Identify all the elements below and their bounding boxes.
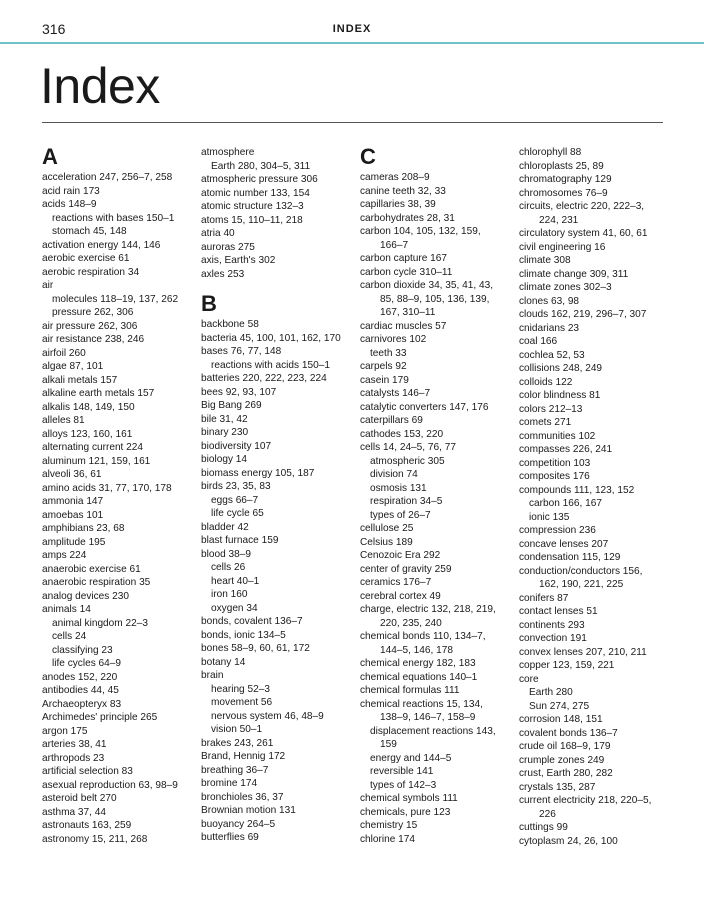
index-entry: copper 123, 159, 221 — [519, 660, 615, 671]
index-entry: carbon 104, 105, 132, 159, — [360, 226, 481, 237]
index-entry: chromatography 129 — [519, 174, 612, 185]
index-entry: chemical energy 182, 183 — [360, 658, 476, 669]
index-entry: conifers 87 — [519, 592, 569, 604]
index-subentry: Earth 280, 304–5, 311 — [211, 160, 311, 172]
index-entry: core — [519, 673, 539, 685]
index-subentry: molecules 118–19, 137, 262 — [52, 293, 179, 305]
index-entry: communities 102 — [519, 430, 596, 442]
index-entry: collisions 248, 249 — [519, 363, 603, 374]
index-entry-continuation: 224, 231 — [539, 214, 579, 226]
index-entry: butterflies 69 — [201, 832, 259, 843]
index-entry: chemistry 15 — [360, 820, 418, 831]
index-entry: circuits, electric 220, 222–3, — [519, 201, 645, 212]
page-title: Index — [40, 58, 160, 114]
index-entry: astronomy 15, 211, 268 — [42, 833, 148, 845]
index-column-1 — [42, 146, 202, 846]
index-entry: conduction/conductors 156, — [519, 565, 643, 577]
letter-heading: B — [201, 291, 217, 316]
index-entry: asexual reproduction 63, 98–9 — [42, 779, 178, 791]
index-entry-continuation: 138–9, 146–7, 158–9 — [380, 712, 476, 723]
index-entry: cells 14, 24–5, 76, 77 — [360, 442, 456, 453]
index-entry: activation energy 144, 146 — [42, 239, 161, 251]
index-entry: animals 14 — [42, 604, 91, 615]
index-entry-continuation: 144–5, 146, 178 — [380, 644, 453, 656]
index-entry-continuation: 85, 88–9, 105, 136, 139, — [380, 293, 490, 305]
index-entry: clouds 162, 219, 296–7, 307 — [519, 309, 647, 320]
index-subentry: classifying 23 — [52, 644, 113, 656]
letter-heading: C — [360, 144, 376, 169]
index-entry: corrosion 148, 151 — [519, 714, 603, 725]
index-entry: biodiversity 107 — [201, 440, 272, 452]
index-entry: center of gravity 259 — [360, 563, 452, 575]
index-entry: alkali metals 157 — [42, 374, 118, 386]
index-entry: current electricity 218, 220–5, — [519, 795, 652, 806]
index-entry: alternating current 224 — [42, 442, 144, 453]
index-entry: chlorine 174 — [360, 833, 415, 845]
index-subentry: energy and 144–5 — [370, 752, 452, 764]
index-entry: chlorophyll 88 — [519, 147, 582, 158]
index-entry: ceramics 176–7 — [360, 577, 432, 588]
index-entry: continents 293 — [519, 619, 585, 631]
index-entry: bonds, ionic 134–5 — [201, 629, 286, 641]
title-rule — [42, 122, 663, 123]
index-entry: chemicals, pure 123 — [360, 806, 451, 818]
index-entry: atoms 15, 110–11, 218 — [201, 214, 303, 226]
index-entry: bacteria 45, 100, 101, 162, 170 — [201, 332, 341, 344]
index-entry: airfoil 260 — [42, 347, 86, 359]
index-entry: condensation 115, 129 — [519, 552, 621, 563]
index-subentry: animal kingdom 22–3 — [52, 617, 148, 629]
index-entry: cuttings 99 — [519, 822, 568, 833]
index-entry: chemical equations 140–1 — [360, 671, 478, 683]
index-subentry: life cycles 64–9 — [52, 658, 122, 669]
index-subentry: reactions with bases 150–1 — [52, 212, 175, 224]
index-entry: cerebral cortex 49 — [360, 590, 441, 602]
index-entry: amplitude 195 — [42, 536, 106, 548]
index-entry: comets 271 — [519, 417, 572, 428]
header-rule — [0, 42, 704, 44]
index-column-4 — [519, 146, 679, 848]
index-entry: Brand, Hennig 172 — [201, 751, 286, 762]
index-entry: atmosphere — [201, 147, 255, 158]
index-entry: bronchioles 36, 37 — [201, 791, 284, 803]
index-subentry: cells 26 — [211, 562, 246, 573]
index-entry: civil engineering 16 — [519, 241, 606, 253]
index-entry: Archaeopteryx 83 — [42, 698, 122, 710]
index-entry: bladder 42 — [201, 521, 249, 533]
index-entry: analog devices 230 — [42, 590, 129, 602]
index-entry: color blindness 81 — [519, 390, 601, 401]
index-entry: canine teeth 32, 33 — [360, 185, 446, 197]
index-entry: covalent bonds 136–7 — [519, 727, 618, 739]
index-subentry: types of 142–3 — [370, 779, 437, 791]
index-entry: catalytic converters 147, 176 — [360, 401, 489, 413]
index-entry-continuation: 162, 190, 221, 225 — [539, 579, 624, 590]
index-entry: bonds, covalent 136–7 — [201, 616, 303, 627]
index-entry: compression 236 — [519, 525, 596, 536]
index-entry: chemical symbols 111 — [360, 793, 458, 804]
index-entry: botany 14 — [201, 656, 246, 668]
index-entry: colloids 122 — [519, 376, 573, 388]
index-column-3 — [360, 146, 520, 846]
index-entry: aluminum 121, 159, 161 — [42, 455, 151, 467]
index-entry: cellulose 25 — [360, 523, 414, 534]
index-entry: atria 40 — [201, 228, 235, 239]
index-entry: atomic number 133, 154 — [201, 187, 310, 199]
index-subentry: life cycle 65 — [211, 508, 264, 519]
index-entry: caterpillars 69 — [360, 415, 423, 426]
index-entry: capillaries 38, 39 — [360, 199, 436, 210]
index-entry: amps 224 — [42, 550, 87, 561]
index-entry: carpels 92 — [360, 361, 407, 372]
index-subentry: atmospheric 305 — [370, 455, 445, 467]
letter-heading: A — [42, 144, 58, 169]
index-subentry: division 74 — [370, 469, 418, 480]
index-entry: bromine 174 — [201, 778, 258, 789]
running-head: INDEX — [332, 23, 372, 35]
index-subentry: reversible 141 — [370, 766, 434, 777]
index-entry: anaerobic respiration 35 — [42, 577, 151, 588]
index-entry: compasses 226, 241 — [519, 444, 613, 455]
index-entry: carnivores 102 — [360, 334, 427, 345]
index-entry: bases 76, 77, 148 — [201, 346, 282, 357]
index-entry: brakes 243, 261 — [201, 737, 274, 749]
index-subentry: respiration 34–5 — [370, 496, 443, 507]
index-entry: acceleration 247, 256–7, 258 — [42, 172, 173, 183]
index-entry: arteries 38, 41 — [42, 739, 107, 750]
index-entry: coal 166 — [519, 336, 558, 347]
index-entry: cathodes 153, 220 — [360, 428, 444, 440]
index-subentry: ionic 135 — [529, 511, 570, 523]
index-entry: convection 191 — [519, 633, 587, 644]
index-entry: biology 14 — [201, 454, 248, 465]
index-entry: brain — [201, 670, 224, 681]
index-subentry: osmosis 131 — [370, 482, 427, 494]
index-entry: colors 212–13 — [519, 403, 583, 415]
index-entry: cameras 208–9 — [360, 172, 430, 183]
index-entry: chemical reactions 15, 134, — [360, 698, 483, 710]
index-entry-continuation: 159 — [380, 739, 397, 750]
index-entry: blood 38–9 — [201, 548, 251, 560]
index-entry: compounds 111, 123, 152 — [519, 484, 635, 496]
index-entry: bile 31, 42 — [201, 413, 248, 425]
index-entry: alkalis 148, 149, 150 — [42, 401, 135, 413]
index-entry: axles 253 — [201, 268, 245, 280]
index-column-2 — [201, 146, 361, 845]
index-entry: alveoli 36, 61 — [42, 469, 102, 480]
index-entry: acids 148–9 — [42, 199, 97, 210]
index-subentry: reactions with acids 150–1 — [211, 359, 330, 371]
index-entry: cardiac muscles 57 — [360, 320, 447, 332]
index-entry: crystals 135, 287 — [519, 781, 596, 793]
index-subentry: iron 160 — [211, 589, 248, 600]
index-entry: blast furnace 159 — [201, 535, 279, 546]
index-entry: auroras 275 — [201, 241, 255, 253]
index-entry: cnidarians 23 — [519, 322, 580, 334]
index-subentry: vision 50–1 — [211, 724, 263, 735]
index-entry: crude oil 168–9, 179 — [519, 741, 611, 752]
index-entry: circulatory system 41, 60, 61 — [519, 228, 648, 239]
index-entry: cytoplasm 24, 26, 100 — [519, 835, 618, 847]
index-entry: amphibians 23, 68 — [42, 523, 125, 534]
index-entry: aerobic exercise 61 — [42, 253, 130, 264]
index-entry: concave lenses 207 — [519, 538, 609, 550]
index-entry: argon 175 — [42, 725, 88, 737]
index-entry-continuation: 166–7 — [380, 239, 409, 251]
index-entry: antibodies 44, 45 — [42, 685, 119, 696]
index-entry: aerobic respiration 34 — [42, 266, 140, 278]
index-subentry: movement 56 — [211, 697, 273, 708]
index-entry: atmospheric pressure 306 — [201, 174, 318, 185]
index-entry: buoyancy 264–5 — [201, 818, 276, 830]
index-subentry: carbon 166, 167 — [529, 498, 602, 509]
index-entry: convex lenses 207, 210, 211 — [519, 646, 647, 658]
index-entry: alkaline earth metals 157 — [42, 388, 155, 399]
index-subentry: nervous system 46, 48–9 — [211, 710, 324, 722]
index-entry: climate 308 — [519, 255, 571, 266]
index-entry: birds 23, 35, 83 — [201, 481, 271, 492]
index-entry: backbone 58 — [201, 319, 259, 330]
index-entry: chemical bonds 110, 134–7, — [360, 631, 486, 642]
index-entry: chemical formulas 111 — [360, 685, 460, 696]
index-entry: breathing 36–7 — [201, 764, 269, 776]
index-entry: amino acids 31, 77, 170, 178 — [42, 482, 172, 494]
index-entry: acid rain 173 — [42, 185, 100, 197]
index-subentry: stomach 45, 148 — [52, 226, 127, 237]
index-entry: casein 179 — [360, 374, 409, 386]
index-entry: air resistance 238, 246 — [42, 334, 145, 345]
index-entry: Brownian motion 131 — [201, 805, 296, 816]
index-subentry: heart 40–1 — [211, 575, 260, 587]
index-entry: chromosomes 76–9 — [519, 187, 608, 199]
index-entry: carbon cycle 310–11 — [360, 266, 453, 278]
index-entry: alleles 81 — [42, 415, 85, 426]
index-entry: contact lenses 51 — [519, 606, 598, 617]
index-entry: composites 176 — [519, 471, 590, 482]
index-entry: anaerobic exercise 61 — [42, 563, 141, 575]
index-entry: arthropods 23 — [42, 752, 105, 764]
page-number: 316 — [42, 21, 66, 37]
index-entry: Big Bang 269 — [201, 400, 262, 411]
index-entry: competition 103 — [519, 457, 591, 469]
index-entry-continuation: 226 — [539, 808, 556, 820]
index-entry: Celsius 189 — [360, 536, 413, 548]
index-entry: axis, Earth's 302 — [201, 255, 276, 266]
index-entry-continuation: 167, 310–11 — [380, 307, 436, 318]
index-entry: artificial selection 83 — [42, 766, 133, 777]
index-entry: carbohydrates 28, 31 — [360, 212, 455, 224]
index-entry: carbon capture 167 — [360, 253, 447, 264]
index-entry: anodes 152, 220 — [42, 671, 118, 683]
index-subentry: types of 26–7 — [370, 509, 431, 521]
index-entry: asthma 37, 44 — [42, 806, 106, 818]
index-entry: climate zones 302–3 — [519, 282, 612, 293]
index-entry: air — [42, 280, 54, 291]
index-entry: alloys 123, 160, 161 — [42, 428, 133, 440]
index-entry: cochlea 52, 53 — [519, 349, 585, 361]
index-entry: bones 58–9, 60, 61, 172 — [201, 643, 310, 654]
index-subentry: hearing 52–3 — [211, 683, 270, 695]
index-entry-continuation: 220, 235, 240 — [380, 617, 442, 629]
index-entry: atomic structure 132–3 — [201, 201, 304, 212]
index-entry: Cenozoic Era 292 — [360, 550, 441, 561]
index-subentry: pressure 262, 306 — [52, 307, 134, 318]
index-entry: air pressure 262, 306 — [42, 320, 138, 332]
index-subentry: displacement reactions 143, — [370, 725, 496, 737]
index-subentry: Earth 280 — [529, 687, 573, 698]
index-subentry: teeth 33 — [370, 347, 407, 359]
index-subentry: oxygen 34 — [211, 602, 258, 614]
index-subentry: eggs 66–7 — [211, 494, 259, 506]
index-entry: amoebas 101 — [42, 509, 104, 521]
index-entry: batteries 220, 222, 223, 224 — [201, 373, 327, 384]
index-entry: bees 92, 93, 107 — [201, 386, 277, 398]
index-entry: biomass energy 105, 187 — [201, 467, 315, 479]
index-entry: carbon dioxide 34, 35, 41, 43, — [360, 280, 493, 291]
index-entry: ammonia 147 — [42, 496, 104, 507]
index-entry: astronauts 163, 259 — [42, 820, 132, 831]
index-entry: charge, electric 132, 218, 219, — [360, 604, 496, 615]
index-entry: asteroid belt 270 — [42, 793, 117, 804]
index-entry: crust, Earth 280, 282 — [519, 768, 613, 779]
index-entry: binary 230 — [201, 427, 249, 438]
index-entry: chloroplasts 25, 89 — [519, 160, 604, 172]
index-entry: clones 63, 98 — [519, 295, 580, 307]
index-entry: crumple zones 249 — [519, 754, 605, 766]
index-entry: algae 87, 101 — [42, 361, 104, 372]
index-subentry: cells 24 — [52, 631, 87, 642]
index-entry: catalysts 146–7 — [360, 388, 431, 399]
index-subentry: Sun 274, 275 — [529, 700, 590, 712]
index-entry: Archimedes' principle 265 — [42, 712, 158, 723]
index-entry: climate change 309, 311 — [519, 268, 629, 280]
